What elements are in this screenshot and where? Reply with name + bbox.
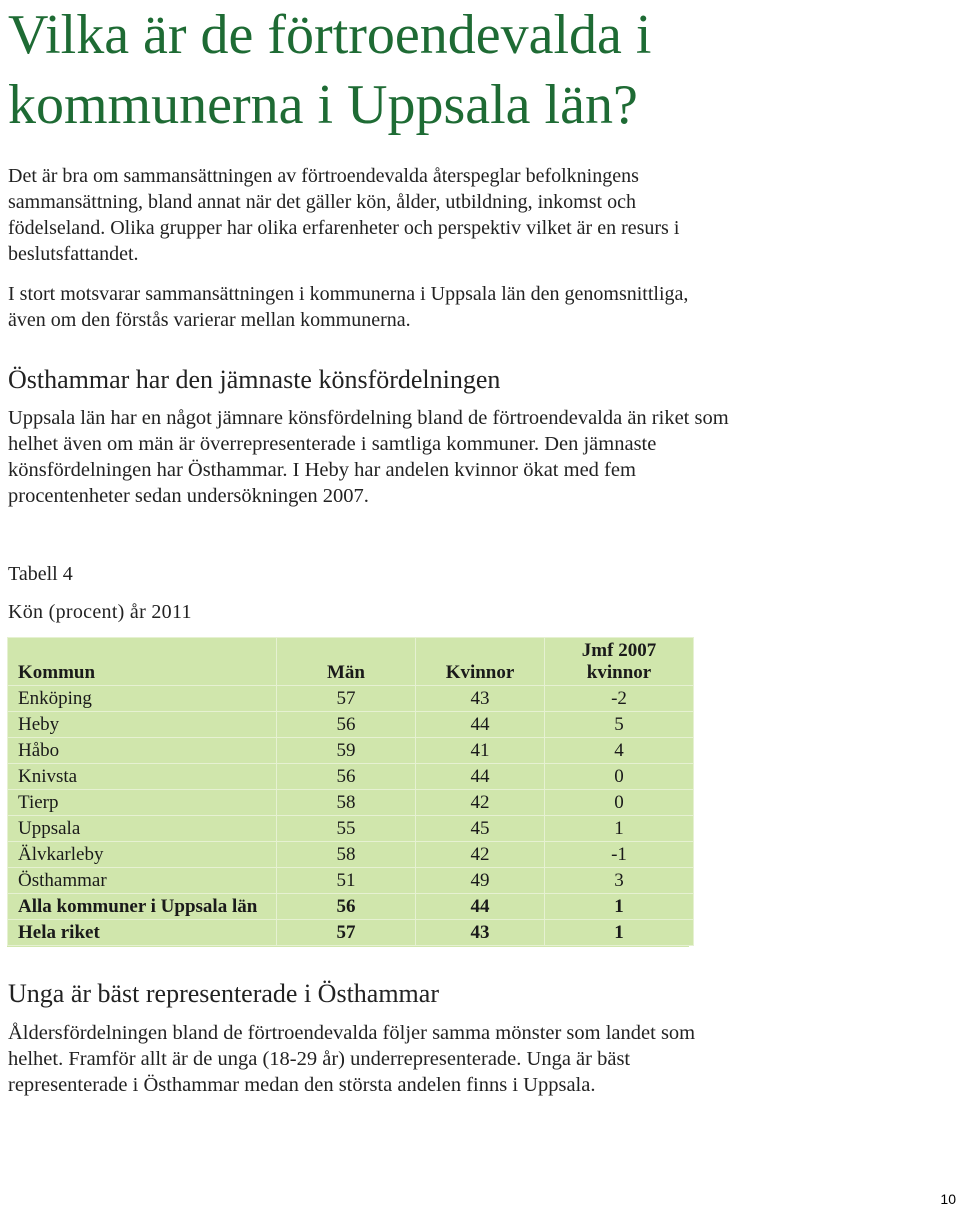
gender-table: [7, 637, 694, 946]
table-header-row: [8, 638, 694, 686]
cell-jmf: 4: [545, 738, 694, 764]
cell-kommun: Älvkarleby: [8, 842, 277, 868]
cell-man: 56: [277, 764, 416, 790]
table-row: [8, 868, 694, 894]
header-jmf-line1: Jmf 2007: [581, 640, 657, 661]
section-heading-gender: Östhammar har den jämnaste könsfördelningen: [8, 365, 501, 394]
cell-jmf: 1: [545, 894, 694, 920]
intro-paragraph-1: Det är bra om sammansättningen av förtroendevalda återspeglar befolkningens sammansättning, bland annat när det gäller kön, ålder, utbildning, inkomst och födelseland. Olika grupper har olika erfarenheter och perspektiv vilket är en resurs i beslutsfattandet.: [8, 165, 680, 265]
cell-kommun: Enköping: [8, 686, 277, 712]
table-row: [8, 712, 694, 738]
gender-table-container: [7, 637, 689, 947]
cell-kvinnor: 41: [416, 738, 545, 764]
table-row-total-country: [8, 920, 694, 946]
cell-kvinnor: 49: [416, 868, 545, 894]
section-heading-age: Unga är bäst representerade i Östhammar: [8, 979, 439, 1008]
table-row: [8, 764, 694, 790]
header-jmf-line2: kvinnor: [586, 662, 652, 683]
cell-man: 56: [277, 712, 416, 738]
cell-kommun: Hela riket: [8, 920, 277, 946]
cell-kvinnor: 43: [416, 920, 545, 946]
page-number: 10: [940, 1191, 956, 1207]
cell-man: 59: [277, 738, 416, 764]
table-caption: Kön (procent) år 2011: [8, 601, 192, 623]
cell-kvinnor: 44: [416, 712, 545, 738]
cell-man: 57: [277, 686, 416, 712]
cell-kvinnor: 42: [416, 842, 545, 868]
cell-kommun: Håbo: [8, 738, 277, 764]
cell-man: 51: [277, 868, 416, 894]
cell-kommun: Heby: [8, 712, 277, 738]
cell-kommun: Alla kommuner i Uppsala län: [8, 894, 277, 920]
cell-jmf: 3: [545, 868, 694, 894]
table-label: Tabell 4: [8, 563, 73, 585]
cell-jmf: 0: [545, 764, 694, 790]
header-kommun: Kommun: [8, 638, 277, 686]
cell-man: 57: [277, 920, 416, 946]
cell-man: 55: [277, 816, 416, 842]
cell-jmf: -1: [545, 842, 694, 868]
table-row: [8, 816, 694, 842]
cell-jmf: -2: [545, 686, 694, 712]
table-row: [8, 686, 694, 712]
cell-kommun: Östhammar: [8, 868, 277, 894]
header-kvinnor: Kvinnor: [416, 638, 545, 686]
cell-kvinnor: 44: [416, 764, 545, 790]
cell-jmf: 0: [545, 790, 694, 816]
cell-kommun: Tierp: [8, 790, 277, 816]
table-row: [8, 790, 694, 816]
intro-paragraph-2: I stort motsvarar sammansättningen i kommunerna i Uppsala län den genomsnittliga, även om den förstås varierar mellan kommunerna.: [8, 283, 689, 331]
page-title: Vilka är de förtroendevalda i kommunerna i Uppsala län?: [8, 4, 652, 136]
header-jmf-2007: [545, 638, 694, 686]
cell-man: 56: [277, 894, 416, 920]
cell-man: 58: [277, 790, 416, 816]
table-row: [8, 842, 694, 868]
cell-kvinnor: 44: [416, 894, 545, 920]
header-man: Män: [277, 638, 416, 686]
section-body-age: Åldersfördelningen bland de förtroendevalda följer samma mönster som landet som helhet. Framför allt är de unga (18-29 år) underrepresenterade. Unga är bäst representerade i Östhammar medan den största andelen finns i Uppsala.: [8, 1022, 696, 1096]
cell-kvinnor: 45: [416, 816, 545, 842]
table-row: [8, 738, 694, 764]
cell-kvinnor: 43: [416, 686, 545, 712]
cell-kommun: Uppsala: [8, 816, 277, 842]
cell-jmf: 1: [545, 920, 694, 946]
section-body-gender: Uppsala län har en något jämnare könsfördelning bland de förtroendevalda än riket som helhet även om män är överrepresenterade i samtliga kommuner. Den jämnaste könsfördelningen har Östhammar. I Heby har andelen kvinnor ökat med fem procentenheter sedan undersökningen 2007.: [8, 407, 729, 507]
cell-man: 58: [277, 842, 416, 868]
cell-kvinnor: 42: [416, 790, 545, 816]
cell-kommun: Knivsta: [8, 764, 277, 790]
cell-jmf: 1: [545, 816, 694, 842]
table-row-total-county: [8, 894, 694, 920]
cell-jmf: 5: [545, 712, 694, 738]
